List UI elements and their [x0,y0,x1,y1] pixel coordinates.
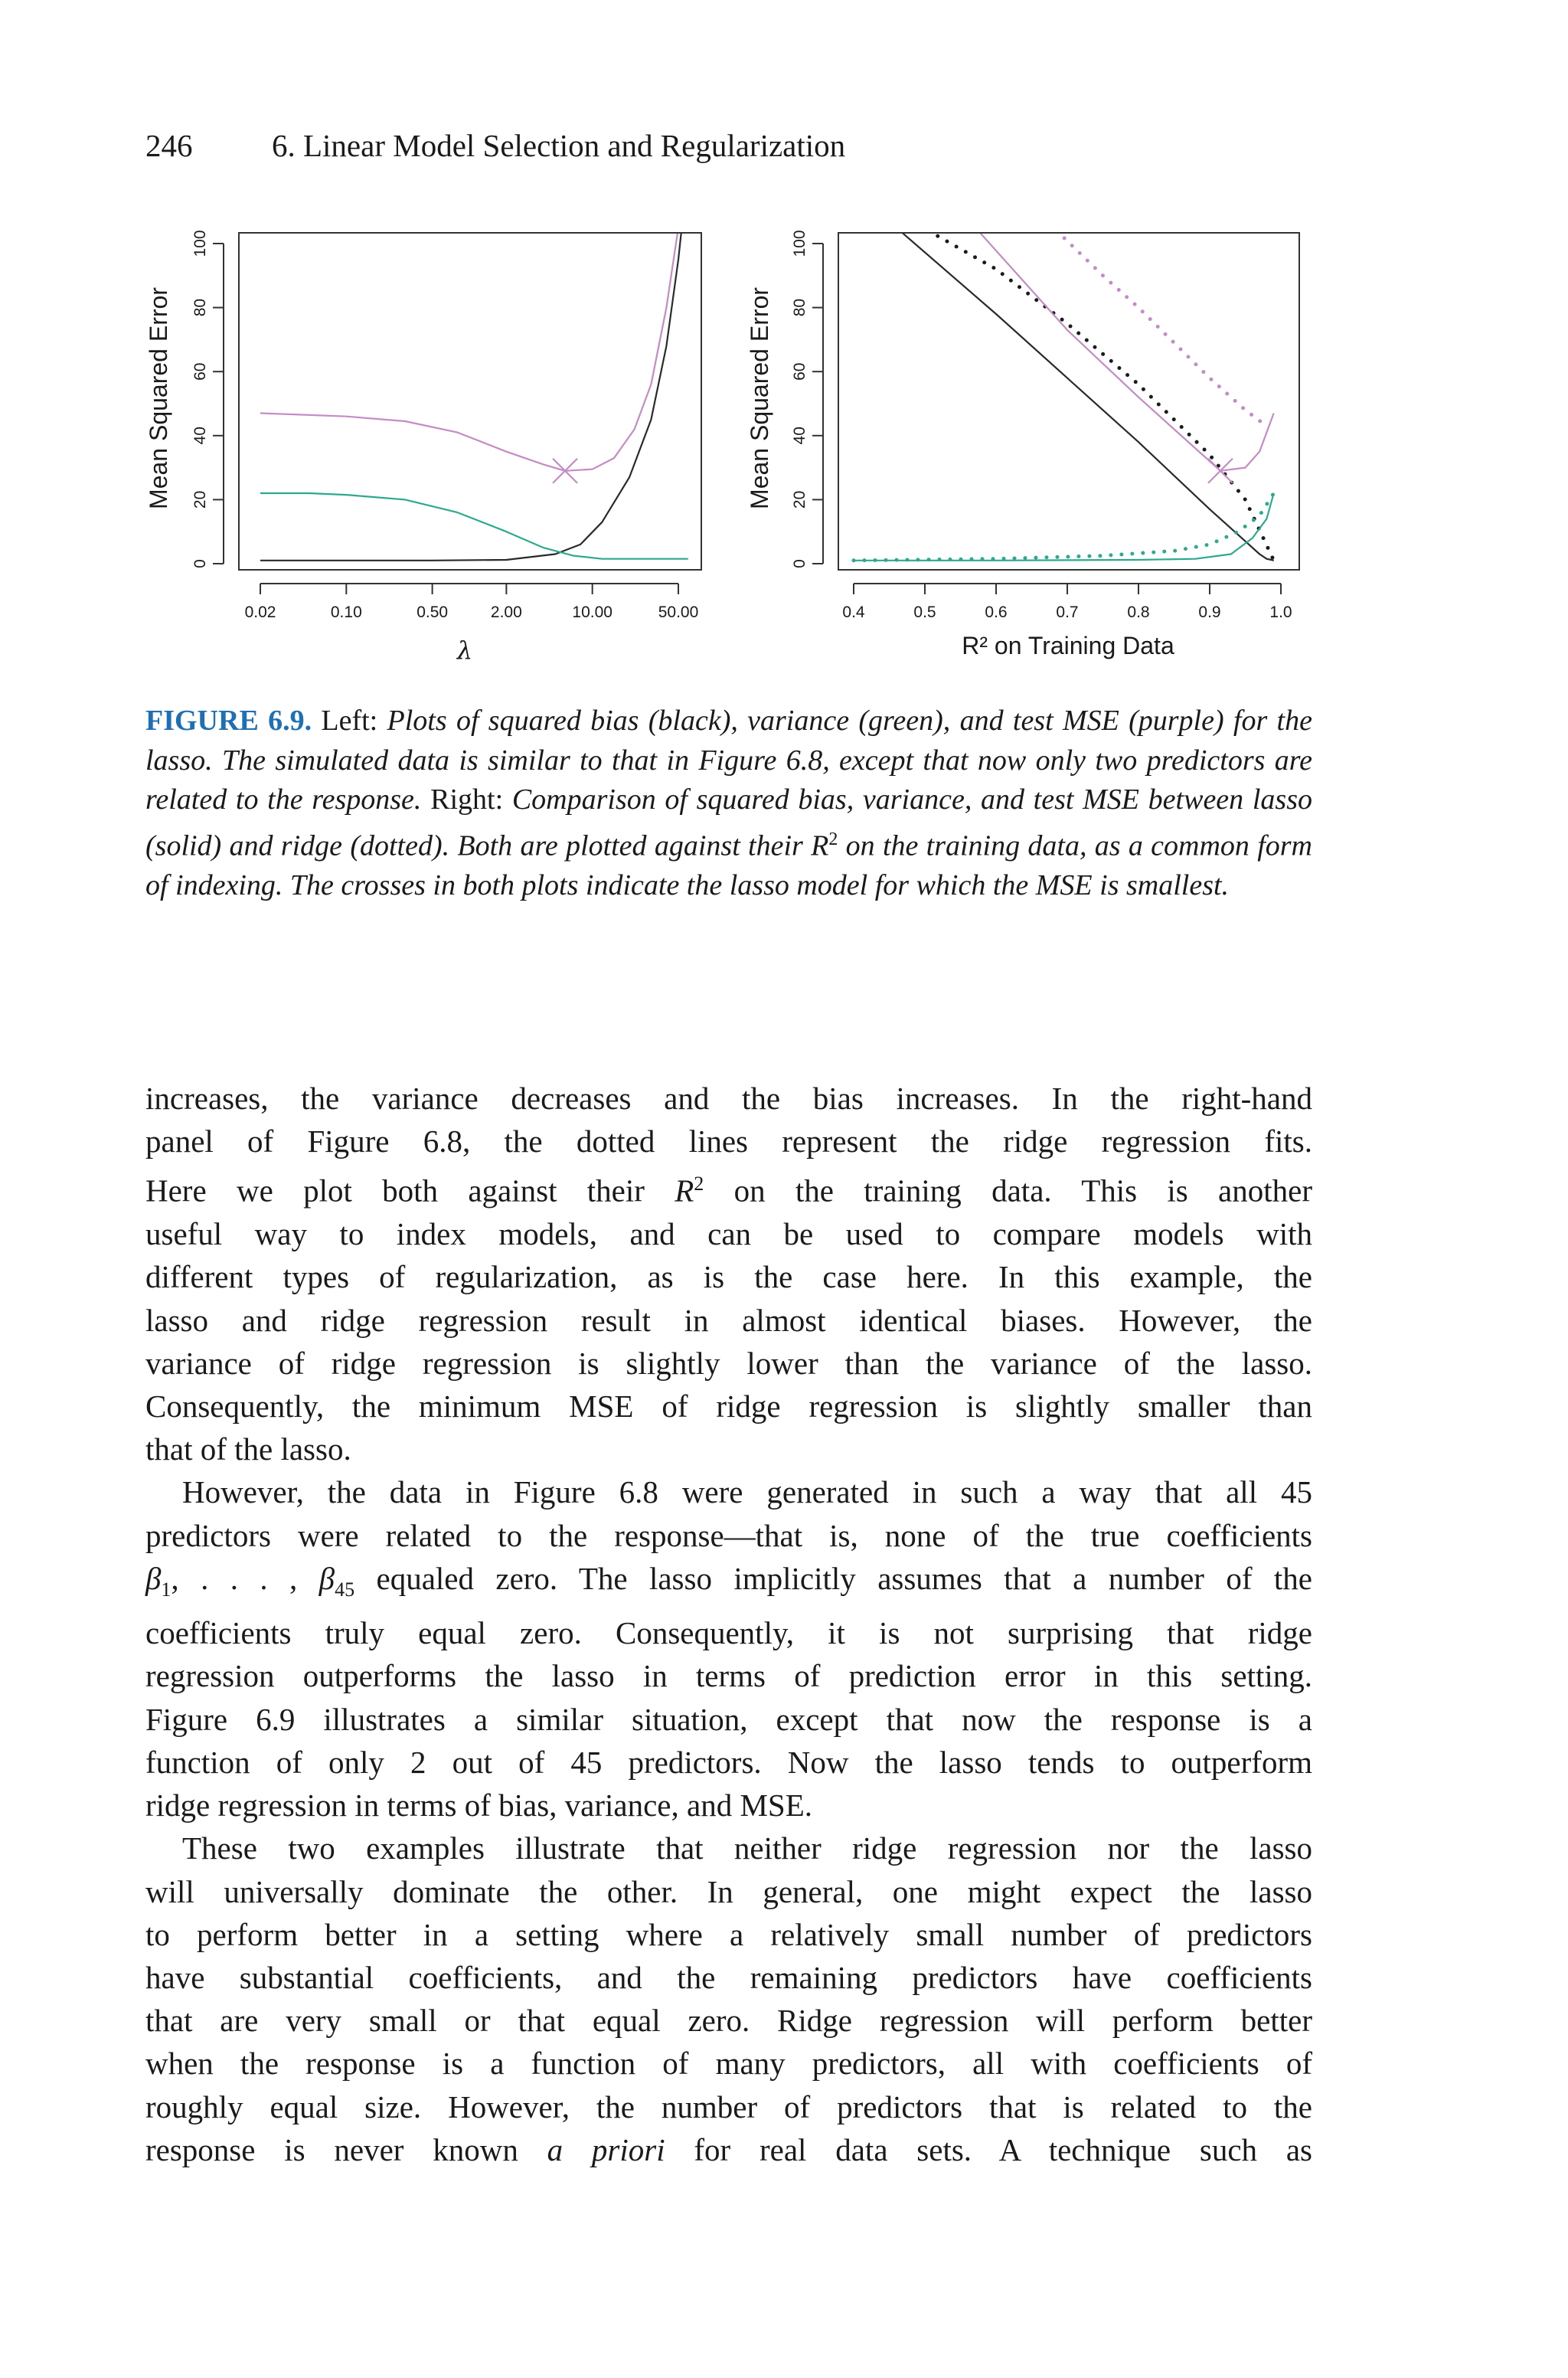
text-line [145,2128,1312,2171]
caption-text: Plots of squared bias (black), variance (green), and test MSE (purple) for the lasso. The simulated data is similar to that in Figure 6.8, except that now only two predictors are related to the response. [145,705,1312,816]
x-tick-label: 0.7 [1056,603,1079,621]
right-chart [739,211,1332,671]
text-line: have substantial coefficients, and the remaining predictors have coefficients [145,1959,1312,1995]
series-line-1 [260,211,684,561]
text-line: roughly equal size. However, the number of predictors that is related to the [145,2089,1312,2124]
x-tick-label: 0.5 [913,603,936,621]
x-tick-label: 0.50 [416,603,449,621]
text-line: function of only 2 out of 45 predictors. Now the lasso tends to outperform [145,1744,1312,1780]
x-tick-label: 2.00 [490,603,522,621]
y-tick-label: 0 [791,559,808,568]
caption-math: 2 [828,829,838,849]
caption-text: on the training data, as a common form of indexing. The crosses in both plots indicate the lasso model for which the MSE is smallest. [145,829,1312,901]
text-span: Here we plot both against their [145,1173,675,1209]
caption-text: Comparison of squared bias, variance, and test MSE between lasso (solid) and ridge (dotted). Both are plotted against their [145,783,1312,862]
text-line: that of the lasso. [145,1431,351,1467]
x-axis-label: R² on Training Data [962,632,1174,659]
text-line: coefficients truly equal zero. Consequently, it is not surprising that ridge [145,1615,1312,1651]
math-var: β [145,1560,162,1596]
text-span: , . . . , [171,1560,319,1596]
series-line-3 [260,195,684,471]
text-span: a priori [547,2131,665,2167]
running-head [145,127,845,164]
series-line-4 [854,493,1274,561]
caption-text: Right: [421,783,512,816]
y-tick-label: 60 [791,362,808,381]
text-span: on the training data. This is another [704,1173,1312,1209]
x-tick-label: 0.8 [1127,603,1150,621]
x-tick-label: 10.00 [572,603,612,621]
x-tick-label: 50.00 [658,603,699,621]
text-line [145,1163,1312,1212]
left-chart [138,211,727,671]
text-line: panel of Figure 6.8, the dotted lines represent the ridge regression fits. [145,1124,1312,1160]
text-line: These two examples illustrate that neither ridge regression nor the lasso [182,1830,1312,1866]
y-tick-label: 60 [191,362,209,381]
x-tick-label: 1.0 [1269,603,1292,621]
text-span: equaled zero. The lasso implicitly assumes that a number of the [354,1560,1313,1596]
figure-label: FIGURE 6.9. [145,705,312,737]
body-text [145,1077,1312,2171]
text-line: However, the data in Figure 6.8 were generated in such a way that all 45 [182,1474,1312,1510]
text-line: useful way to index models, and can be used to compare models with [145,1216,1312,1252]
series-group [854,231,1274,561]
plot-frame [239,233,701,570]
y-tick-label: 0 [191,559,209,568]
text-line [145,1557,1312,1611]
series-line-1 [900,231,1273,561]
text-line: variance of ridge regression is slightly lower than the variance of the lasso. [145,1345,1312,1381]
caption-text: Left: [312,705,387,737]
series-line-3 [854,493,1274,561]
math-var: β [318,1560,335,1596]
text-line: ridge regression in terms of bias, variance, and MSE. [145,1788,813,1824]
text-line: when the response is a function of many predictors, all with coefficients of [145,2046,1312,2082]
series-group [260,195,688,561]
text-line: Consequently, the minimum MSE of ridge regression is slightly smaller than [145,1389,1312,1425]
text-line: regression outperforms the lasso in terms of prediction error in this setting. [145,1658,1312,1694]
text-line: different types of regularization, as is the case here. In this example, the [145,1259,1312,1295]
series-line-2 [929,231,1274,561]
math-sup: 2 [694,1173,704,1196]
text-line: lasso and ridge regression result in almost identical biases. However, the [145,1302,1312,1338]
y-tick-label: 100 [191,230,209,257]
text-line: predictors were related to the response—that is, none of the true coefficients [145,1517,1312,1553]
plot-frame [838,233,1299,570]
page-number: 246 [145,128,193,163]
y-tick-label: 80 [791,298,808,317]
y-tick-label: 100 [791,230,808,257]
y-axis-label: Mean Squared Error [145,287,172,509]
text-span: response is never known [145,2131,547,2167]
y-tick-label: 20 [791,490,808,509]
figure-caption [145,702,1312,905]
y-tick-label: 40 [791,427,808,445]
caption-math: R [811,829,829,862]
x-tick-label: 0.02 [244,603,276,621]
x-tick-label: 0.4 [842,603,865,621]
y-tick-label: 40 [191,427,209,445]
text-line: to perform better in a setting where a relatively small number of predictors [145,1916,1312,1952]
y-tick-label: 20 [191,490,209,509]
y-axis-label: Mean Squared Error [746,287,773,509]
text-line: Figure 6.9 illustrates a similar situation, except that now the response is a [145,1701,1312,1737]
math-var: R [675,1173,694,1209]
x-tick-label: 0.10 [330,603,362,621]
y-tick-label: 80 [191,298,209,317]
text-line: that are very small or that equal zero. Ridge regression will perform better [145,2003,1312,2039]
series-line-2 [260,493,688,559]
text-line: increases, the variance decreases and the bias increases. In the right-hand [145,1081,1312,1116]
x-axis-label: λ [456,636,473,665]
text-span: for real data sets. A technique such as [665,2131,1312,2167]
text-line: will universally dominate the other. In general, one might expect the lasso [145,1873,1312,1909]
chapter-title: 6. Linear Model Selection and Regularization [272,128,846,163]
math-sub: 1 [161,1578,172,1601]
series-line-5 [978,231,1274,471]
x-tick-label: 0.6 [985,603,1008,621]
math-sub: 45 [335,1578,355,1601]
x-tick-label: 0.9 [1198,603,1221,621]
